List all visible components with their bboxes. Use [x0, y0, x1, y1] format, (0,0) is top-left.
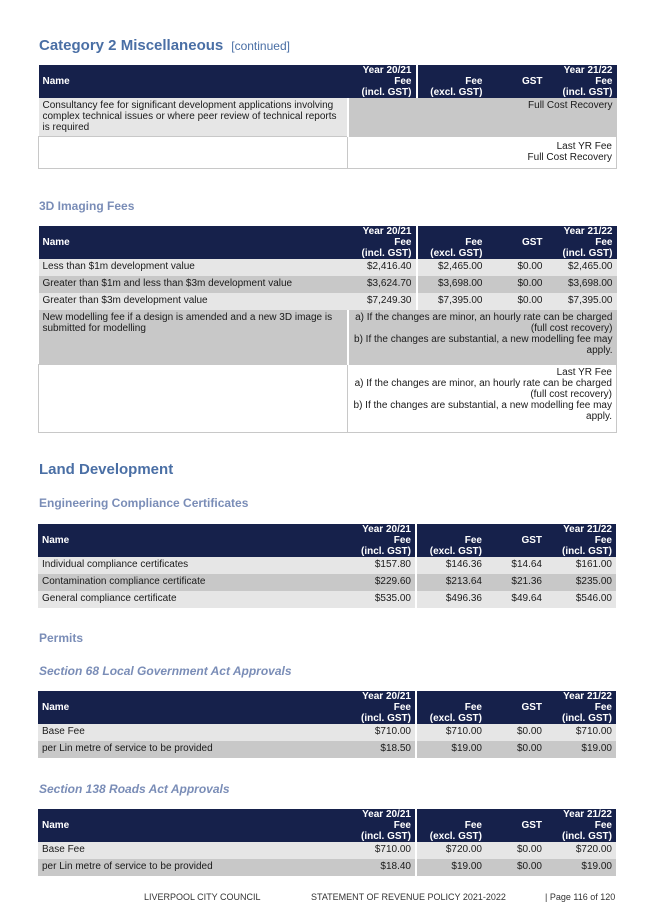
fee-prev: $18.40 — [347, 859, 416, 876]
imaging-table — [38, 226, 617, 433]
fee-value: Full Cost Recovery — [348, 98, 617, 136]
fee-gst: $0.00 — [487, 259, 547, 276]
fee-incl: $161.00 — [546, 557, 616, 574]
fee-excl: $496.36 — [416, 591, 486, 608]
category-title-text: Category 2 Miscellaneous — [39, 37, 224, 54]
fee-name: Base Fee — [38, 842, 347, 859]
fee-excl: $19.00 — [416, 859, 486, 876]
fee-incl: $235.00 — [546, 574, 616, 591]
table-row — [38, 741, 616, 758]
subsection-title: Engineering Compliance Certificates — [39, 496, 249, 510]
col-header-prev: Year 20/21 Fee (incl. GST) — [348, 65, 417, 98]
fee-prev: $710.00 — [347, 842, 416, 859]
fee-excl: $710.00 — [416, 724, 486, 741]
last-year-fee — [348, 136, 617, 168]
fee-incl: $546.00 — [546, 591, 616, 608]
fee-gst: $0.00 — [487, 293, 547, 310]
fee-gst: $0.00 — [486, 741, 546, 758]
fee-incl: $720.00 — [546, 842, 616, 859]
table-row — [38, 574, 616, 591]
col-header-excl: Fee (excl. GST) — [417, 226, 487, 259]
fee-prev: $229.60 — [347, 574, 416, 591]
fee-prev: $157.80 — [347, 557, 416, 574]
col-header-excl: Fee (excl. GST) — [416, 809, 486, 842]
table-row — [39, 259, 617, 276]
fee-excl: $3,698.00 — [417, 276, 487, 293]
fee-excl: $720.00 — [416, 842, 486, 859]
consultancy-table — [38, 65, 617, 169]
col-header-prev: Year 20/21 Fee (incl. GST) — [347, 691, 416, 724]
fee-gst: $0.00 — [486, 859, 546, 876]
fee-gst: $14.64 — [486, 557, 546, 574]
fee-name: Consultancy fee for significant development applications involving complex technical issues or where peer review of technical reports is required — [39, 98, 348, 136]
continued-label: [continued] — [231, 39, 290, 53]
table-row — [38, 724, 616, 741]
fee-name: General compliance certificate — [38, 591, 347, 608]
s138-table — [38, 809, 616, 876]
fee-gst: $49.64 — [486, 591, 546, 608]
fee-excl: $146.36 — [416, 557, 486, 574]
fee-name: Base Fee — [38, 724, 347, 741]
s68-table — [38, 691, 616, 758]
col-header-incl: Year 21/22 Fee (incl. GST) — [546, 809, 616, 842]
fee-gst: $0.00 — [486, 842, 546, 859]
table-row — [39, 136, 617, 168]
footer-council: LIVERPOOL CITY COUNCIL — [144, 892, 261, 902]
engineering-table — [38, 524, 616, 608]
col-header-name: Name — [38, 691, 347, 724]
col-header-incl: Year 21/22 Fee (incl. GST) — [546, 524, 616, 557]
col-header-prev: Year 20/21 Fee (incl. GST) — [348, 226, 417, 259]
col-header-incl: Year 21/22 Fee (incl. GST) — [547, 65, 617, 98]
fee-name: Greater than $3m development value — [39, 293, 348, 310]
col-header-gst: GST — [487, 65, 547, 98]
col-header-gst: GST — [486, 691, 546, 724]
fee-prev: $3,624.70 — [348, 276, 417, 293]
fee-excl: $7,395.00 — [417, 293, 487, 310]
fee-name: New modelling fee if a design is amended and a new 3D image is submitted for modelling — [39, 310, 348, 364]
fee-excl: $2,465.00 — [417, 259, 487, 276]
last-year-fee: Last YR Fee a) If the changes are minor, an hourly rate can be charged (full cost recovery) b) If the changes are substantial, a new modelling fee may apply. — [348, 364, 617, 432]
col-header-gst: GST — [486, 809, 546, 842]
subsection-title: Permits — [39, 631, 84, 645]
col-header-name: Name — [39, 226, 348, 259]
last-year-value: Full Cost Recovery — [527, 152, 612, 163]
fee-prev: $2,416.40 — [348, 259, 417, 276]
fee-excl: $213.64 — [416, 574, 486, 591]
fee-prev: $18.50 — [347, 741, 416, 758]
fee-name: Individual compliance certificates — [38, 557, 347, 574]
fee-incl: $19.00 — [546, 859, 616, 876]
col-header-prev: Year 20/21 Fee (incl. GST) — [347, 524, 416, 557]
table-row — [38, 557, 616, 574]
table-row — [38, 859, 616, 876]
fee-name: per Lin metre of service to be provided — [38, 741, 347, 758]
fee-incl: $710.00 — [546, 724, 616, 741]
col-header-name: Name — [38, 524, 347, 557]
section-title: Land Development — [39, 461, 174, 478]
fee-description: a) If the changes are minor, an hourly rate can be charged (full cost recovery) b) If the changes are substantial, a new modelling fee may apply. — [348, 310, 617, 364]
col-header-excl: Fee (excl. GST) — [416, 524, 486, 557]
col-header-excl: Fee (excl. GST) — [417, 65, 487, 98]
subsection-title: Section 68 Local Government Act Approvals — [39, 664, 292, 678]
fee-name: Greater than $1m and less than $3m development value — [39, 276, 348, 293]
fee-prev: $710.00 — [347, 724, 416, 741]
col-header-prev: Year 20/21 Fee (incl. GST) — [347, 809, 416, 842]
col-header-excl: Fee (excl. GST) — [416, 691, 486, 724]
footer-document: STATEMENT OF REVENUE POLICY 2021-2022 — [311, 892, 506, 902]
fee-name: per Lin metre of service to be provided — [38, 859, 347, 876]
fee-incl: $19.00 — [546, 741, 616, 758]
fee-incl: $3,698.00 — [547, 276, 617, 293]
last-year-label: Last YR Fee — [556, 366, 612, 378]
col-header-name: Name — [38, 809, 347, 842]
fee-prev: $7,249.30 — [348, 293, 417, 310]
col-header-gst: GST — [487, 226, 547, 259]
fee-prev: $535.00 — [347, 591, 416, 608]
fee-gst: $21.36 — [486, 574, 546, 591]
fee-gst: $0.00 — [487, 276, 547, 293]
category-title — [39, 37, 290, 54]
last-year-label: Last YR Fee — [556, 141, 612, 152]
table-row — [38, 842, 616, 859]
col-header-incl: Year 21/22 Fee (incl. GST) — [546, 691, 616, 724]
col-header-gst: GST — [486, 524, 546, 557]
col-header-incl: Year 21/22 Fee (incl. GST) — [547, 226, 617, 259]
fee-gst: $0.00 — [486, 724, 546, 741]
col-header-name: Name — [39, 65, 348, 98]
table-row — [39, 364, 617, 432]
fee-name: Contamination compliance certificate — [38, 574, 347, 591]
table-row — [39, 310, 617, 364]
table-row — [38, 591, 616, 608]
fee-name: Less than $1m development value — [39, 259, 348, 276]
section-title: 3D Imaging Fees — [39, 199, 135, 213]
table-row — [39, 98, 617, 136]
footer-page-number: | Page 116 of 120 — [545, 892, 616, 902]
fee-excl: $19.00 — [416, 741, 486, 758]
subsection-title: Section 138 Roads Act Approvals — [39, 782, 230, 796]
table-row — [39, 276, 617, 293]
fee-incl: $7,395.00 — [547, 293, 617, 310]
fee-incl: $2,465.00 — [547, 259, 617, 276]
table-row — [39, 293, 617, 310]
